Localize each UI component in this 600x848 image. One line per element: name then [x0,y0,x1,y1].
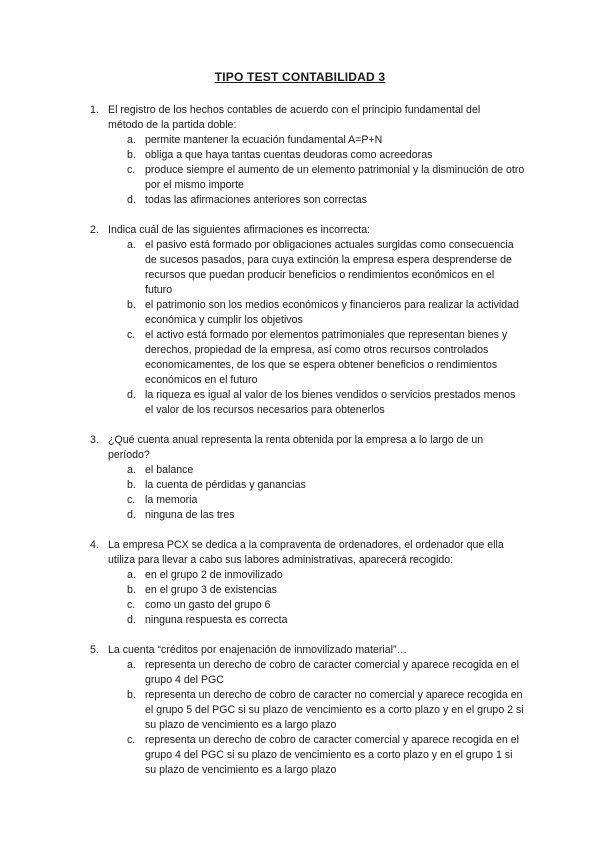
option-text: obliga a que haya tantas cuentas deudoras como acreedoras [145,149,433,161]
option-text: ninguna de las tres [145,509,235,521]
option-letter: b. [127,584,136,596]
option-text: produce siempre el aumento de un elemento patrimonial y la disminución de otro por el mismo importe [145,164,525,191]
option-letter: c. [127,329,136,341]
option-letter: a. [127,659,136,671]
option-list [0,658,600,778]
option-letter: d. [127,194,136,206]
answer-option [0,568,600,583]
answer-option [0,478,600,493]
question-number: 1. [90,104,99,116]
question-3 [0,433,600,523]
answer-option [0,508,600,523]
answer-option [0,493,600,508]
option-text: representa un derecho de cobro de caracter no comercial y aparece recogida en el grupo 5 del PGC si su plazo de vencimiento es a corto plazo y en el grupo 2 si su plazo de vencimiento es a largo plazo [145,689,524,731]
option-list [0,133,600,208]
answer-option [0,298,600,328]
option-text: como un gasto del grupo 6 [145,599,271,611]
answer-option [0,688,600,733]
option-text: el activo está formado por elementos patrimoniales que representan bienes y derechos, propiedad de la empresa, así como otros recursos controlados economicamentes, de los que se espera obtener beneficios o rendimientos económicos en el futuro [145,329,508,386]
document-title: TIPO TEST CONTABILIDAD 3 [214,70,386,84]
option-text: la riqueza es igual al valor de los bienes vendidos o servicios prestados menos el valor de los recursos necesarios para obtenerlos [145,389,516,416]
answer-option [0,388,600,418]
question-1 [0,103,600,208]
option-text: la memoria [145,494,198,506]
answer-option [0,328,600,388]
option-letter: b. [127,299,136,311]
option-text: representa un derecho de cobro de caracter comercial y aparece recogida en el grupo 4 del PGC si su plazo de vencimiento es a corto plazo y en el grupo 1 si su plazo de vencimiento es a largo plazo [145,734,519,776]
option-text: en el grupo 2 de inmovilizado [145,569,283,581]
answer-option [0,658,600,688]
option-text: la cuenta de pérdidas y ganancias [145,479,306,491]
answer-option [0,133,600,148]
answer-option [0,163,600,193]
question-5 [0,643,600,778]
option-letter: c. [127,164,136,176]
question-text: La empresa PCX se dedica a la compraventa de ordenadores, el ordenador que ella utiliza para llevar a cabo sus labores administrativas, aparecerá recogido: [108,539,504,566]
option-letter: b. [127,479,136,491]
option-letter: a. [127,464,136,476]
option-text: representa un derecho de cobro de caracter comercial y aparece recogida en el grupo 4 del PGC [145,659,519,686]
question-text: El registro de los hechos contables de acuerdo con el principio fundamental del método de la partida doble: [108,104,481,131]
option-letter: c. [127,494,136,506]
option-letter: b. [127,689,136,701]
option-letter: d. [127,614,136,626]
option-list [0,568,600,628]
question-list [0,103,600,793]
question-number: 5. [90,644,99,656]
option-text: permite mantener la ecuación fundamental A=P+N [145,134,383,146]
answer-option [0,613,600,628]
question-text: La cuenta “créditos por enajenación de inmovilizado material”… [108,644,408,656]
option-letter: c. [127,734,136,746]
option-text: el pasivo está formado por obligaciones actuales surgidas como consecuencia de sucesos pasados, para cuya extinción la empresa espera desprenderse de recursos que puedan producir beneficios o rendimientos económicos en el futuro [145,239,514,296]
answer-option [0,193,600,208]
option-letter: b. [127,149,136,161]
option-list [0,238,600,418]
option-letter: a. [127,569,136,581]
question-4 [0,538,600,628]
option-text: en el grupo 3 de existencias [145,584,277,596]
question-number: 3. [90,434,99,446]
option-letter: a. [127,239,136,251]
option-letter: d. [127,509,136,521]
option-list [0,463,600,523]
question-number: 4. [90,539,99,551]
option-letter: c. [127,599,136,611]
option-text: ninguna respuesta es correcta [145,614,288,626]
option-text: todas las afirmaciones anteriores son correctas [145,194,367,206]
answer-option [0,238,600,298]
option-text: el balance [145,464,194,476]
option-letter: d. [127,389,136,401]
option-text: el patrimonio son los medios económicos y financieros para realizar la actividad económica y cumplir los objetivos [145,299,519,326]
question-text: Indica cuál de las siguientes afirmaciones es incorrecta: [108,224,371,236]
question-number: 2. [90,224,99,236]
answer-option [0,583,600,598]
answer-option [0,733,600,778]
question-text: ¿Qué cuenta anual representa la renta obtenida por la empresa a lo largo de un período? [108,434,484,461]
question-2 [0,223,600,418]
answer-option [0,463,600,478]
option-letter: a. [127,134,136,146]
answer-option [0,598,600,613]
answer-option [0,148,600,163]
